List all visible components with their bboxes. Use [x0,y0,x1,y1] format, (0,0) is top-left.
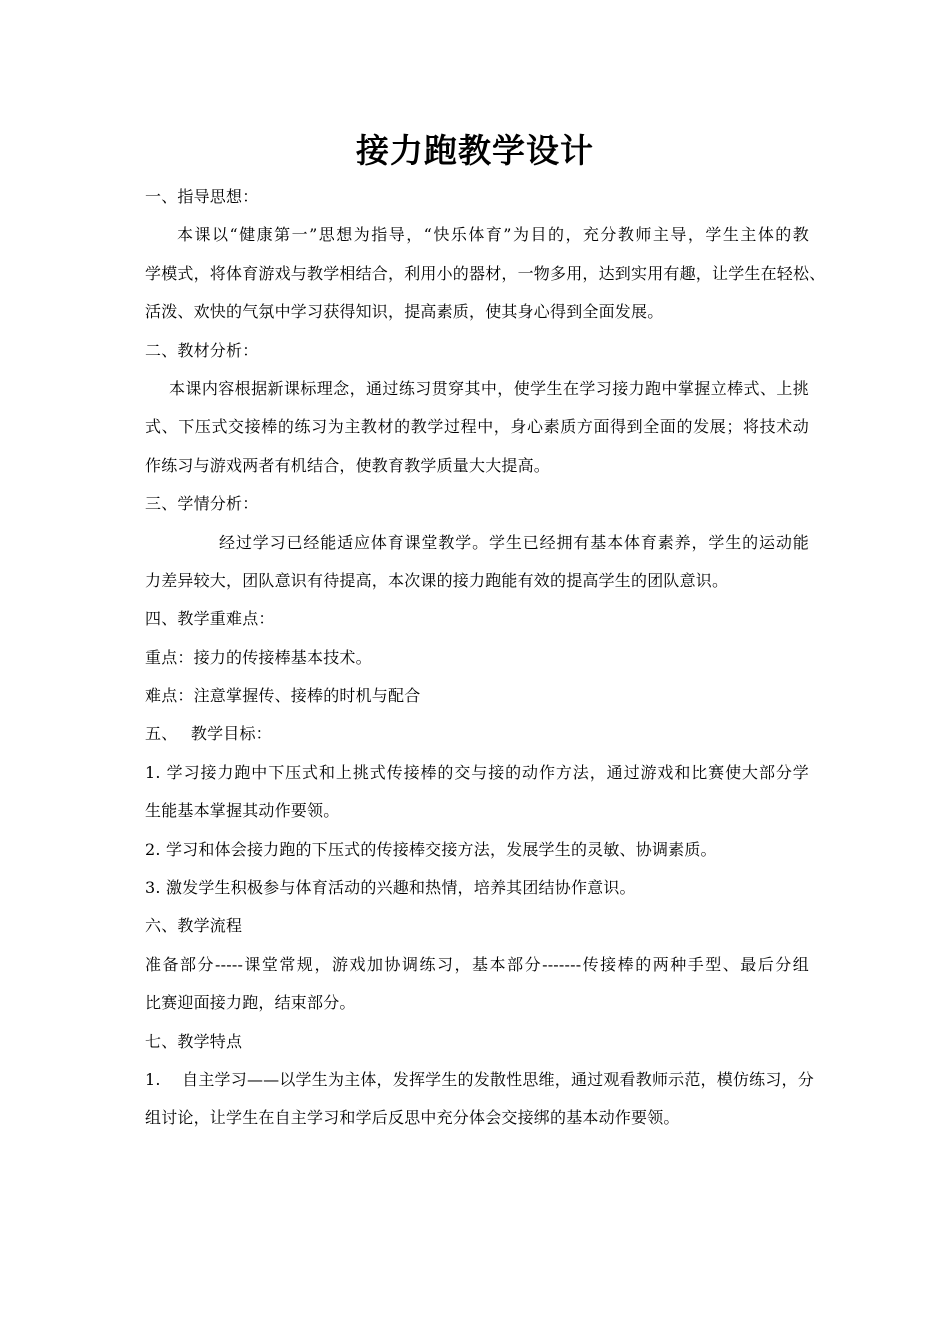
section-heading-material-analysis: 二、教材分析： [145,340,259,360]
paragraph-line: 力差异较大，团队意识有待提高，本次课的接力跑能有效的提高学生的团队意识。 [145,570,729,590]
document-body [145,178,826,1138]
paragraph-line: 经过学习已经能适应体育课堂教学。学生已经拥有基本体育素养，学生的运动能 [219,532,809,552]
section-heading-key-points: 四、教学重难点： [145,609,275,629]
section-heading-guiding-thought: 一、指导思想： [145,187,259,206]
goal-item-line: 1. 学习接力跑中下压式和上挑式传接棒的交与接的动作方法，通过游戏和比赛使大部分学 [145,762,809,782]
goal-item-line: 生能基本掌握其动作要领。 [145,801,340,821]
paragraph-line: 式、下压式交接棒的练习为主教材的教学过程中，身心素质方面得到全面的发展；将技术动 [145,417,809,437]
paragraph-line: 比赛迎面接力跑，结束部分。 [145,993,356,1013]
paragraph-line: 活泼、欢快的气氛中学习获得知识，提高素质，使其身心得到全面发展。 [145,302,664,322]
paragraph-line: 作练习与游戏两者有机结合，使教育教学质量大大提高。 [145,455,551,475]
section-heading-teaching-features: 七、教学特点 [145,1031,243,1051]
goal-item-line: 2. 学习和体会接力跑的下压式的传接棒交接方法，发展学生的灵敏、协调素质。 [145,839,717,859]
feature-item-line: 1. 自主学习——以学生为主体，发挥学生的发散性思维，通过观看教师示范，模仿练习，分 [145,1069,814,1089]
document-title: 接力跑教学设计 [356,131,594,170]
paragraph-line: 准备部分-----课堂常规，游戏加协调练习，基本部分-------传接棒的两种手型、最后分组 [145,954,809,974]
key-point-line: 重点：接力的传接棒基本技术。 [145,647,372,667]
section-heading-teaching-goals: 五、 教学目标： [145,724,272,744]
paragraph-line: 本课以“健康第一”思想为指导，“快乐体育”为目的，充分教师主导，学生主体的教 [177,225,809,245]
section-heading-teaching-process: 六、教学流程 [145,916,243,936]
paragraph-line: 学模式，将体育游戏与教学相结合，利用小的器材，一物多用，达到实用有趣，让学生在轻松、 [145,263,826,283]
paragraph-line: 本课内容根据新课标理念，通过练习贯穿其中，使学生在学习接力跑中掌握立棒式、上挑 [169,378,809,398]
section-heading-student-analysis: 三、学情分析： [145,494,259,514]
goal-item-line: 3. 激发学生积极参与体育活动的兴趣和热情，培养其团结协作意识。 [145,878,636,898]
feature-item-line: 组讨论，让学生在自主学习和学后反思中充分体会交接绑的基本动作要领。 [145,1108,680,1128]
difficult-point-line: 难点：注意掌握传、接棒的时机与配合 [145,686,421,706]
